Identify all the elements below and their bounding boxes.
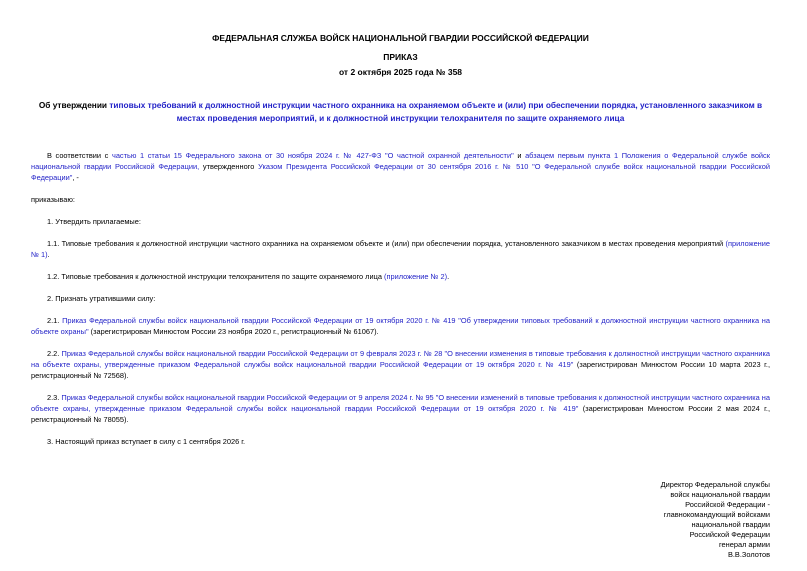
signature-line: главнокомандующий войсками	[663, 510, 770, 519]
signature-line: войск национальной гвардии	[670, 490, 770, 499]
signature-line: Российской Федерации	[689, 530, 770, 539]
signature-line: генерал армии	[719, 540, 770, 549]
org-name: ФЕДЕРАЛЬНАЯ СЛУЖБА ВОЙСК НАЦИОНАЛЬНОЙ ГВАРДИИ РОССИЙСКОЙ ФЕДЕРАЦИИ	[212, 33, 589, 43]
text-run: 1.2. Типовые требования к должностной инструкции телохранителя по защите охраняемого лица	[47, 272, 384, 281]
signature-line: национальной гвардии	[691, 520, 770, 529]
text-run: и	[513, 151, 526, 160]
paragraph-prikazyvayu	[31, 194, 770, 205]
doc-link[interactable]: (приложение № 2)	[384, 272, 448, 281]
text-run: .	[47, 250, 50, 259]
text-run: , -	[72, 173, 79, 182]
text-run: .	[447, 272, 450, 281]
paragraph-item-1-1	[31, 238, 770, 260]
doc-title	[31, 99, 770, 125]
paragraph-item-2-3	[31, 392, 770, 425]
paragraph-item-2-1	[31, 315, 770, 337]
paragraph-intro	[31, 150, 770, 183]
doc-link[interactable]: Указом Президента Российской Федерации от 30 сентября 2016 г. № 510 "О Федеральной службе войск национальной гвардии Российской Федерации"	[31, 162, 770, 182]
text-run: (зарегистрирован Минюстом России 2 мая 2024 г., регистрационный № 78055).	[31, 404, 770, 424]
signature-name: В.В.Золотов	[727, 550, 770, 559]
doc-link[interactable]: частью 1 статьи 15 Федерального закона от 30 ноября 2024 г. № 427-ФЗ "О частной охранной деятельности"	[111, 151, 514, 160]
doc-link[interactable]: Приказ Федеральной службы войск национальной гвардии Российской Федерации от 19 октября 2020 г. № 419 "Об утверждении типовых требований к должностной инструкции частного охранника на объекте охраны"	[31, 316, 770, 336]
doc-type: ПРИКАЗ	[383, 52, 418, 62]
paragraph-item-3	[31, 436, 770, 447]
text-run: 2.2.	[47, 349, 62, 358]
signature-line: Российской Федерации -	[685, 500, 770, 509]
text-run: В соответствии с	[47, 151, 112, 160]
text-run: приказываю:	[31, 195, 75, 204]
text-run: 2.3.	[47, 393, 62, 402]
paragraph-item-2	[31, 293, 770, 304]
signature-block	[31, 480, 770, 560]
paragraph-item-2-2	[31, 348, 770, 381]
text-run: 1. Утвердить прилагаемые:	[47, 217, 141, 226]
doc-link[interactable]: абзацем первым пункта 1 Положения о Федеральной службе войск национальной гвардии Российской Федерации,	[31, 151, 770, 171]
text-run: 2. Признать утратившими силу:	[47, 294, 156, 303]
text-run: Об утверждении	[38, 100, 110, 110]
text-run: (зарегистрирован Минюстом России 10 марта 2023 г., регистрационный № 72568).	[31, 360, 770, 380]
text-run: 1.1. Типовые требования к должностной инструкции частного охранника на охраняемом объекте и (или) при обеспечении порядка, установленного заказчиком в местах проведения мероприятий	[47, 239, 726, 248]
text-run: 2.1.	[47, 316, 63, 325]
paragraph-item-1	[31, 216, 770, 227]
text-run: утвержденного	[199, 162, 259, 171]
doc-date-number: от 2 октября 2025 года № 358	[338, 67, 463, 77]
doc-link[interactable]: типовых требований к должностной инструкции частного охранника на охраняемом объекте и (или) при обеспечении порядка, установленного заказчиком в местах проведения мероприятий, и к должностной инструкции телохранителя по защите охраняемого лица	[109, 100, 763, 123]
signature-line: Директор Федеральной службы	[660, 480, 770, 489]
doc-link[interactable]: Приказ Федеральной службы войск национальной гвардии Российской Федерации от 9 февраля 2023 г. № 28 "О внесении изменения в типовые требования к должностной инструкции частного охранника на объекте охраны, утвержденные приказом Федеральной службы войск национальной гвардии Российской Федерации от 19 октября 2020 г. № 419"	[31, 349, 770, 369]
paragraph-item-1-2	[31, 271, 770, 282]
text-run: (зарегистрирован Минюстом России 23 ноября 2020 г., регистрационный № 61067).	[88, 327, 379, 336]
text-run: 3. Настоящий приказ вступает в силу с 1 сентября 2026 г.	[47, 437, 246, 446]
doc-link[interactable]: Приказ Федеральной службы войск национальной гвардии Российской Федерации от 9 апреля 2024 г. № 95 "О внесении изменений в типовые требования к должностной инструкции частного охранника на объекте охраны, утвержденные приказом Федеральной службы войск национальной гвардии Российской Федерации от 19 октября 2020 г. № 419"	[31, 393, 770, 413]
doc-link[interactable]: (приложение № 1)	[31, 239, 770, 259]
